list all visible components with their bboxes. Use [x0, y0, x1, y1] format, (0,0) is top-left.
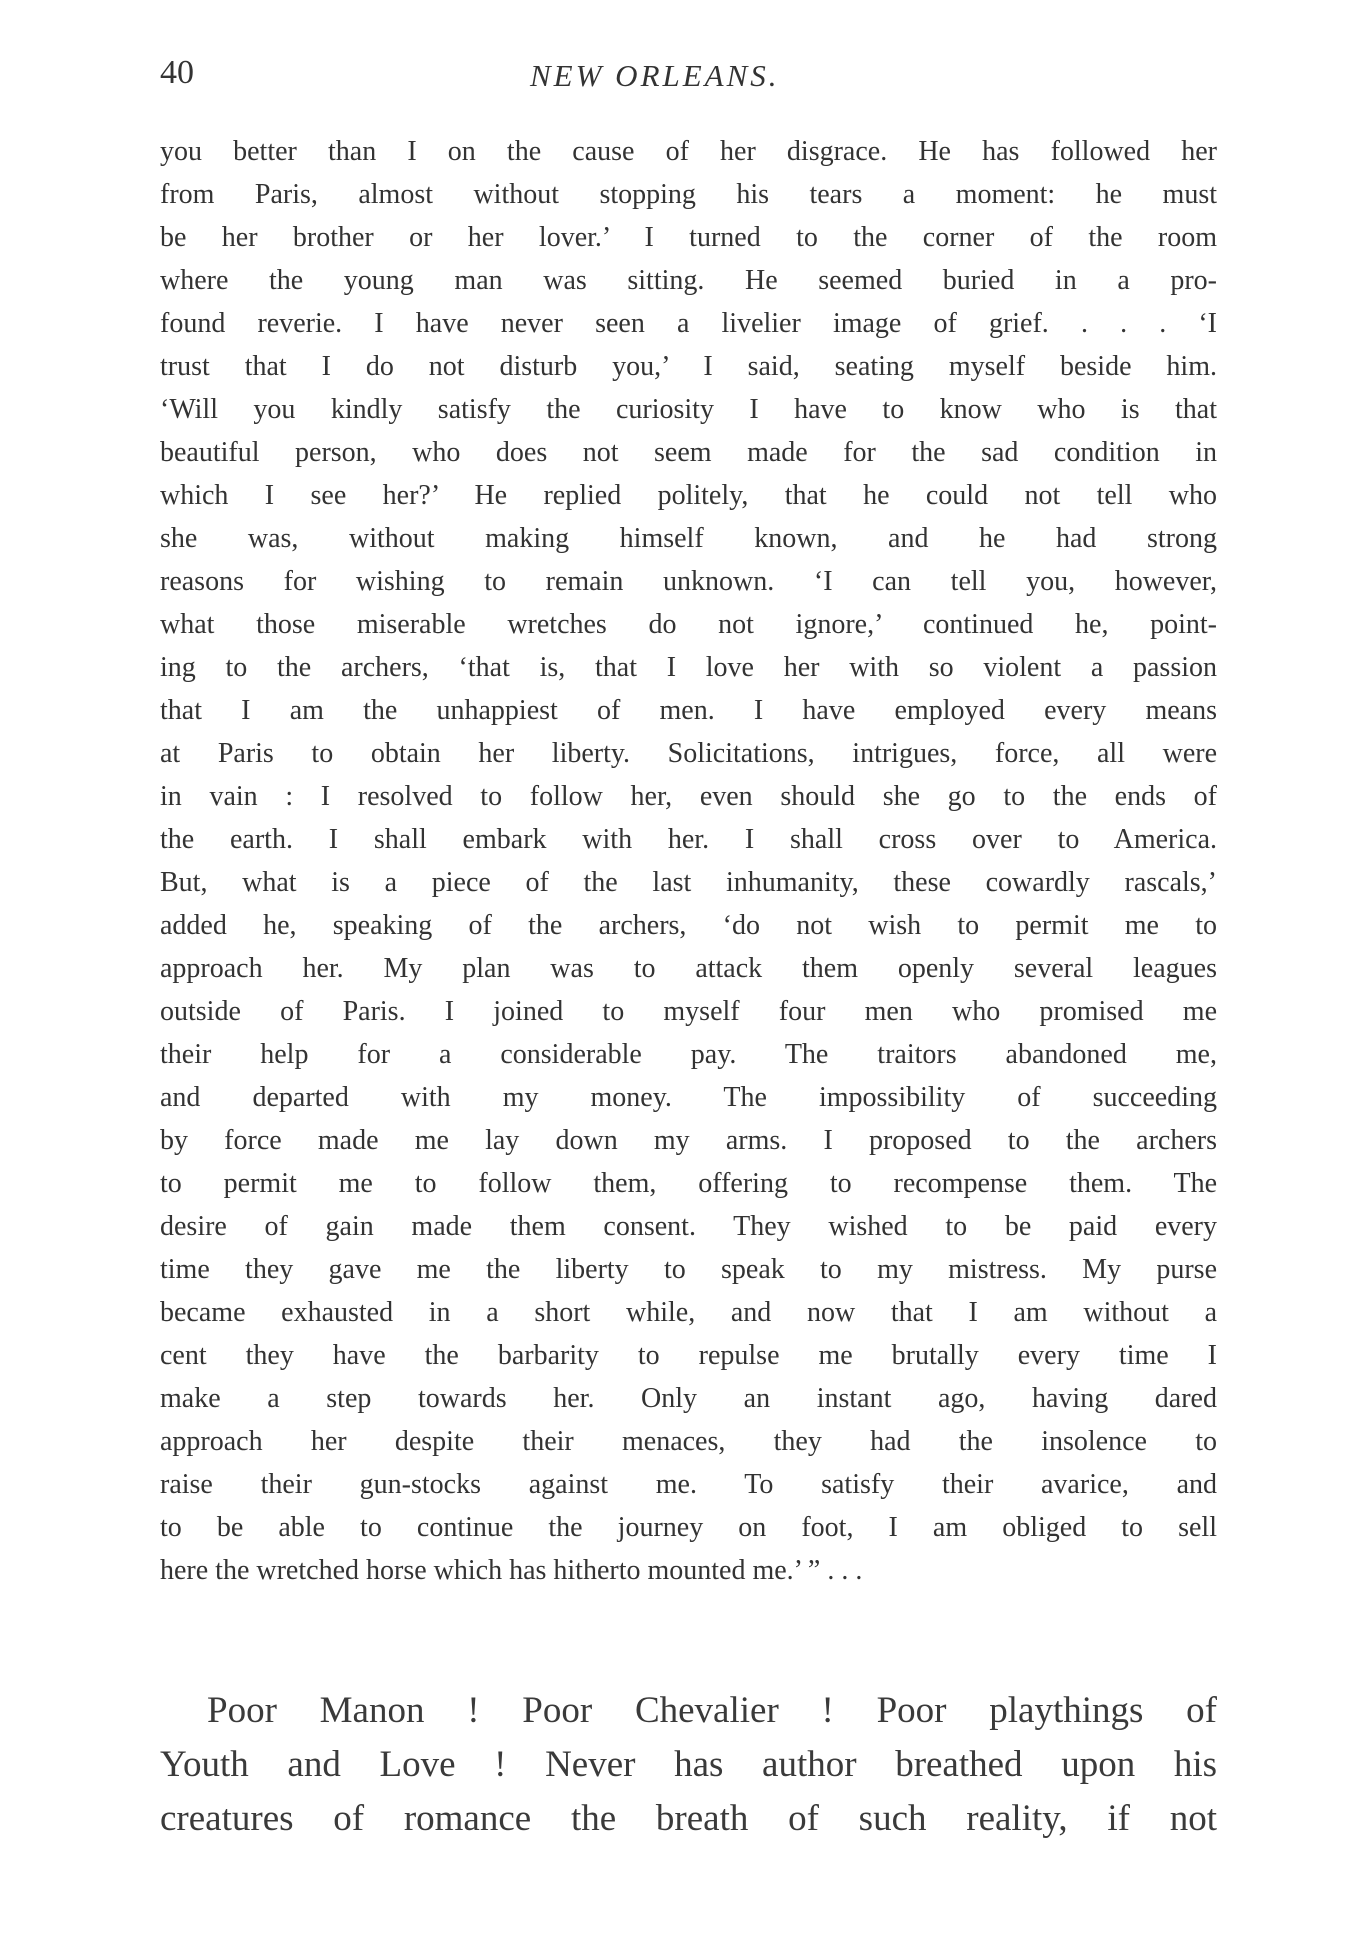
text-line: trust that I do not disturb you,’ I said, seating myself beside him. — [160, 351, 1217, 382]
text-line: which I see her?’ He replied politely, that he could not tell who — [160, 480, 1217, 511]
text-line: ing to the archers, ‘that is, that I love her with so violent a passion — [160, 652, 1217, 683]
text-line: time they gave me the liberty to speak to my mistress. My purse — [160, 1254, 1217, 1285]
text-line: ‘Will you kindly satisfy the curiosity I have to know who is that — [160, 394, 1217, 425]
running-title: NEW ORLEANS. — [530, 58, 780, 93]
text-line: from Paris, almost without stopping his tears a moment: he must — [160, 179, 1217, 210]
text-line: here the wretched horse which has hitherto mounted me.’ ” . . . — [160, 1555, 863, 1586]
text-line: approach her despite their menaces, they had the insolence to — [160, 1426, 1217, 1457]
text-line: outside of Paris. I joined to myself four men who promised me — [160, 996, 1217, 1027]
commentary-line: Youth and Love ! Never has author breathed upon his — [160, 1744, 1217, 1785]
text-line: be her brother or her lover.’ I turned to the corner of the room — [160, 222, 1217, 253]
running-head — [160, 48, 1220, 98]
text-line: became exhausted in a short while, and now that I am without a — [160, 1297, 1217, 1328]
text-line: raise their gun-stocks against me. To satisfy their avarice, and — [160, 1469, 1217, 1500]
text-line: But, what is a piece of the last inhumanity, these cowardly rascals,’ — [160, 867, 1217, 898]
text-line: reasons for wishing to remain unknown. ‘I can tell you, however, — [160, 566, 1217, 597]
text-line: to permit me to follow them, offering to recompense them. The — [160, 1168, 1217, 1199]
text-line: at Paris to obtain her liberty. Solicitations, intrigues, force, all were — [160, 738, 1217, 769]
text-line: desire of gain made them consent. They wished to be paid every — [160, 1211, 1217, 1242]
text-line: you better than I on the cause of her disgrace. He has followed her — [160, 136, 1217, 167]
text-line: she was, without making himself known, and he had strong — [160, 523, 1217, 554]
text-line: approach her. My plan was to attack them openly several leagues — [160, 953, 1217, 984]
text-line: the earth. I shall embark with her. I shall cross over to America. — [160, 824, 1217, 855]
text-line: and departed with my money. The impossibility of succeeding — [160, 1082, 1217, 1113]
text-line: in vain : I resolved to follow her, even should she go to the ends of — [160, 781, 1217, 812]
commentary-line: Poor Manon ! Poor Chevalier ! Poor playthings of — [207, 1690, 1217, 1731]
commentary-line: creatures of romance the breath of such reality, if not — [160, 1798, 1217, 1839]
text-line: that I am the unhappiest of men. I have employed every means — [160, 695, 1217, 726]
text-line: cent they have the barbarity to repulse me brutally every time I — [160, 1340, 1217, 1371]
text-line: where the young man was sitting. He seemed buried in a pro- — [160, 265, 1217, 296]
text-line: by force made me lay down my arms. I proposed to the archers — [160, 1125, 1217, 1156]
text-line: what those miserable wretches do not ignore,’ continued he, point- — [160, 609, 1217, 640]
text-line: found reverie. I have never seen a livelier image of grief. . . . ‘I — [160, 308, 1217, 339]
text-line: beautiful person, who does not seem made for the sad condition in — [160, 437, 1217, 468]
text-line: added he, speaking of the archers, ‘do not wish to permit me to — [160, 910, 1217, 941]
text-line: their help for a considerable pay. The traitors abandoned me, — [160, 1039, 1217, 1070]
text-line: to be able to continue the journey on foot, I am obliged to sell — [160, 1512, 1217, 1543]
text-line: make a step towards her. Only an instant ago, having dared — [160, 1383, 1217, 1414]
quoted-passage — [160, 130, 1217, 1592]
page-number: 40 — [160, 54, 194, 91]
commentary-paragraph — [160, 1684, 1217, 1846]
